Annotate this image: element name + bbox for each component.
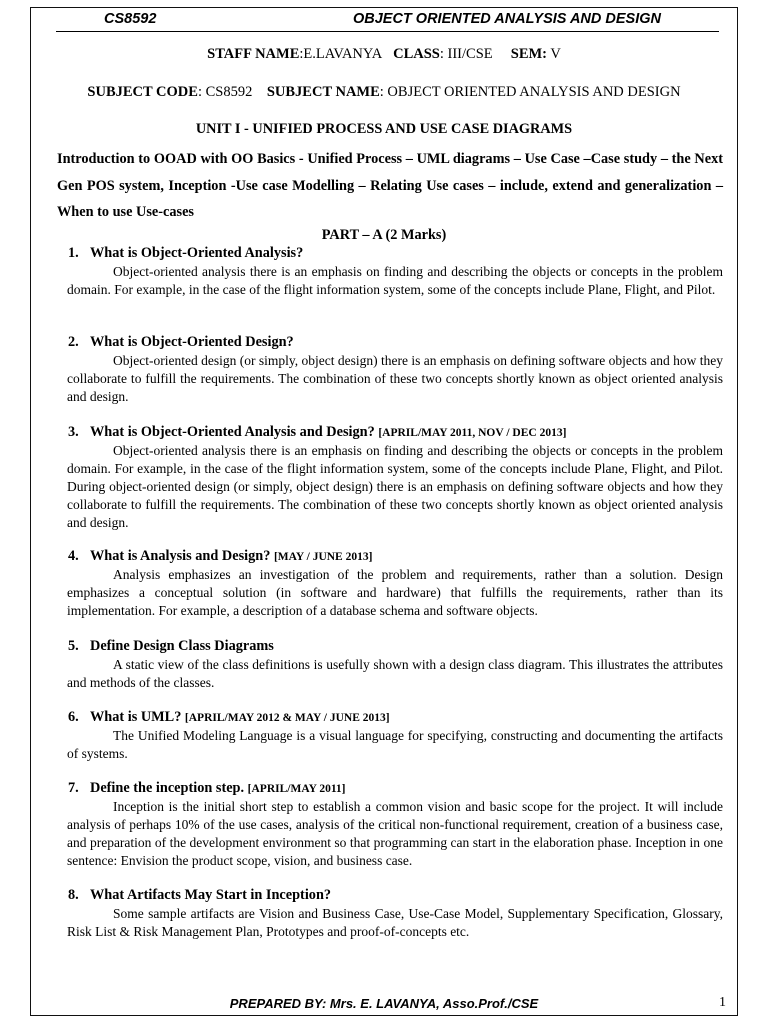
- staff-name-label: STAFF NAME: [207, 46, 300, 62]
- question-8: [68, 886, 723, 941]
- question-1: [68, 244, 723, 299]
- page-number: 1: [719, 995, 726, 1010]
- unit-syllabus: Introduction to OOAD with OO Basics - Unified Process – UML diagrams – Use Case –Case study – the Next Gen POS system, Inception -Use case Modelling – Relating Use cases – include, extend and generalization – When to use Use-cases: [57, 151, 723, 220]
- header-rule: [56, 31, 719, 32]
- answer-text: Object-oriented analysis there is an emphasis on finding and describing the objects or concepts in the problem domain. For example, in the case of the flight information system, some of the concepts include Plane, Flight, and Pilot. During object-oriented design (or simply, object design) there is an emphasis on defining software objects and how they collaborate to fulfill the requirements. The combination of these two concepts shortly known as object oriented analysis and design.: [67, 443, 723, 530]
- unit-title: UNIT I - UNIFIED PROCESS AND USE CASE DIAGRAMS: [195, 121, 573, 137]
- question-number: 4.: [68, 548, 79, 564]
- question-number: 7.: [68, 780, 79, 796]
- class-label: CLASS: [393, 46, 440, 62]
- answer-text: The Unified Modeling Language is a visual language for specifying, constructing and documenting the artifacts of systems.: [67, 728, 723, 761]
- exam-tag: [APRIL/MAY 2011, NOV / DEC 2013]: [378, 427, 567, 439]
- question-text: What Artifacts May Start in Inception?: [90, 887, 332, 903]
- staff-info-line: [30, 46, 738, 63]
- exam-tag: [APRIL/MAY 2012 & MAY / JUNE 2013]: [184, 712, 390, 724]
- answer-text: Inception is the initial short step to establish a common vision and basic scope for the project. It will include analysis of perhaps 10% of the use cases, analysis of the critical non-functional requirement, creation of a business case, and preparation of the development environment so that programming can start in the elaboration phase. Inception in one sentence: Envision the product scope, vision, and business case.: [67, 799, 723, 868]
- subject-name-value: : OBJECT ORIENTED ANALYSIS AND DESIGN: [379, 84, 681, 100]
- answer-text: Some sample artifacts are Vision and Business Case, Use-Case Model, Supplementary Specification, Glossary, Risk List & Risk Management Plan, Prototypes and proof-of-concepts etc.: [67, 906, 723, 939]
- question-text: Define the inception step.: [90, 780, 248, 796]
- question-title: [68, 637, 723, 656]
- question-number: 8.: [68, 887, 79, 903]
- question-number: 3.: [68, 424, 79, 440]
- question-6: [68, 708, 723, 763]
- question-text: What is Object-Oriented Analysis?: [90, 245, 304, 261]
- question-3: [68, 423, 723, 532]
- question-title: [68, 244, 723, 263]
- answer-text: Analysis emphasizes an investigation of the problem and requirements, rather than a solution. Design emphasizes a conceptual solution (in software and hardware) that fulfills the requirements, rather than its implementation. For example, a description of a database schema and software objects.: [67, 567, 723, 618]
- subject-info-line: [30, 84, 738, 101]
- question-number: 1.: [68, 245, 79, 261]
- answer-text: Object-oriented analysis there is an emphasis on finding and describing the objects or concepts in the problem domain. For example, in the case of the flight information system, some of the concepts include Plane, Flight, and Pilot.: [67, 264, 723, 297]
- exam-tag: [MAY / JUNE 2013]: [273, 551, 373, 563]
- answer-text: Object-oriented design (or simply, object design) there is an emphasis on defining software objects and how they collaborate to fulfill the requirements. The combination of these two concepts shortly known as object oriented analysis and design.: [67, 353, 723, 404]
- subject-code-label: SUBJECT CODE: [87, 84, 198, 100]
- part-title: PART – A (2 Marks): [321, 227, 447, 243]
- sem-value: V: [547, 46, 561, 62]
- question-number: 6.: [68, 709, 79, 725]
- question-title: [68, 333, 723, 352]
- footer-prepared-by: PREPARED BY: Mrs. E. LAVANYA, Asso.Prof./CSE: [229, 996, 539, 1011]
- question-title: [68, 708, 723, 727]
- header-course-title: OBJECT ORIENTED ANALYSIS AND DESIGN: [352, 11, 661, 27]
- question-title: [68, 886, 723, 905]
- sem-label: SEM:: [510, 46, 547, 62]
- question-text: What is Object-Oriented Analysis and Design?: [90, 424, 379, 440]
- subject-code-value: : CS8592: [197, 84, 253, 100]
- header-course-code: CS8592: [104, 11, 157, 27]
- question-text: Define Design Class Diagrams: [90, 638, 274, 654]
- question-2: [68, 333, 723, 406]
- question-4: [68, 547, 723, 620]
- question-text: What is Object-Oriented Design?: [90, 334, 294, 350]
- answer-text: A static view of the class definitions is usefully shown with a design class diagram. This illustrates the attributes and methods of the classes.: [67, 657, 723, 690]
- question-number: 5.: [68, 638, 79, 654]
- subject-name-label: SUBJECT NAME: [266, 84, 380, 100]
- question-text: What is Analysis and Design?: [90, 548, 274, 564]
- question-5: [68, 637, 723, 692]
- class-value: : III/CSE: [439, 46, 493, 62]
- question-7: [68, 779, 723, 870]
- question-number: 2.: [68, 334, 79, 350]
- question-text: What is UML?: [90, 709, 185, 725]
- staff-name-value: :E.LAVANYA: [299, 46, 383, 62]
- question-title: [68, 423, 723, 442]
- question-title: [68, 547, 723, 566]
- exam-tag: [APRIL/MAY 2011]: [247, 783, 346, 795]
- question-title: [68, 779, 723, 798]
